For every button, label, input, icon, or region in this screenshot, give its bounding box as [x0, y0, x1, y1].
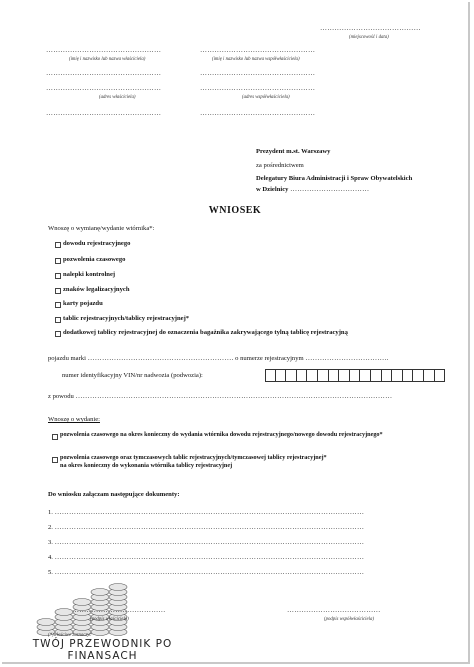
vin-char-box [360, 369, 371, 382]
owner-signature-field: ………………………………… [72, 606, 166, 614]
vin-char-box [329, 369, 340, 382]
vin-char-box [413, 369, 424, 382]
watermark-line1: TWÓJ PRZEWODNIK PO [32, 638, 173, 650]
coowner-address-caption: (adres współwłaściciela) [242, 95, 290, 100]
request-intro: Wnoszę o wymianę/wydanie wtórnika*: [48, 225, 155, 232]
owner-address-line2: ………………………………………… [46, 109, 162, 117]
coowner-extra-field: ………………………………………… [200, 69, 316, 77]
page-title: WNIOSEK [208, 205, 262, 216]
watermark-text [0, 638, 205, 662]
addressee-line2: za pośrednictwem [256, 162, 304, 169]
checkbox-option-3[interactable] [55, 273, 61, 279]
vin-char-box [297, 369, 308, 382]
checkbox-issue-1[interactable] [52, 434, 58, 440]
attachment-field: ………………………………………………………………………………………………………………… [54, 508, 365, 516]
attachment-field: ………………………………………………………………………………………………………………… [54, 538, 365, 546]
coowner-address-field: ………………………………………… [200, 84, 316, 92]
owner-name-field: ………………………………………… [46, 46, 162, 54]
attachment-number: 3. [48, 539, 53, 546]
attachment-field: ………………………………………………………………………………………………………………… [54, 523, 365, 531]
vin-label: numer identyfikacyjny VIN/nr nadwozia (podwozia): [62, 372, 203, 379]
attachment-number: 1. [48, 509, 53, 516]
checkbox-option-2[interactable] [55, 258, 61, 264]
vehicle-reg-field: …………………………….. [305, 354, 389, 362]
vin-char-box [371, 369, 382, 382]
place-date-caption: (miejscowość i data) [349, 35, 389, 40]
vehicle-make-row [48, 354, 388, 362]
vin-char-box [350, 369, 361, 382]
option-4-label: znaków legalizacyjnych [63, 286, 130, 293]
coowner-signature-caption: (podpis współwłaściciela) [324, 617, 374, 622]
checkbox-option-6[interactable] [55, 317, 61, 323]
option-3-label: nalepki kontrolnej [63, 271, 116, 278]
vin-char-box [392, 369, 403, 382]
owner-address-caption: (adres właściciela) [99, 95, 136, 100]
vin-char-box [382, 369, 393, 382]
option-2-label: pozwolenia czasowego [63, 256, 126, 263]
addressee-line4-label: w Dzielnicy [256, 186, 289, 193]
attachment-number: 4. [48, 554, 53, 561]
owner-signature-caption: (podpis właściciela) [90, 617, 129, 622]
application-form-page [2, 2, 470, 664]
coowner-signature-field: ………………………………… [287, 606, 381, 614]
owner-extra-field: ………………………………………… [46, 69, 162, 77]
vin-char-box [318, 369, 329, 382]
addressee-line1: Prezydent m.st. Warszawy [256, 148, 331, 155]
attachment-field: ………………………………………………………………………………………………………………… [54, 553, 365, 561]
reason-label: z powodu [48, 393, 74, 400]
reason-row [48, 392, 392, 400]
vin-input-boxes[interactable] [265, 369, 445, 382]
district-field: …………………………… [290, 185, 370, 193]
addressee-line4 [256, 185, 369, 193]
attachment-row-4 [48, 553, 364, 561]
attachment-row-5 [48, 568, 364, 576]
attachment-number: 2. [48, 524, 53, 531]
attachment-row-1 [48, 508, 364, 516]
option-7-label: dodatkowej tablicy rejestracyjnej do oznaczenia bagażnika zakrywającego tylną tablicę rejestracyjną [63, 329, 348, 336]
checkbox-issue-2[interactable] [52, 457, 58, 463]
vin-char-box [424, 369, 435, 382]
owner-name-caption: (imię i nazwisko lub nazwa właściciela) [69, 57, 146, 62]
addressee-line3: Delegatury Biura Administracji i Spraw Obywatelskich [256, 175, 413, 182]
attachment-row-2 [48, 523, 364, 531]
attachment-row-3 [48, 538, 364, 546]
vin-char-box [403, 369, 414, 382]
footnote: (*)właściwe zaznaczyć [48, 633, 92, 638]
vin-char-box [265, 369, 276, 382]
option-5-label: karty pojazdu [63, 300, 103, 307]
vin-char-box [339, 369, 350, 382]
checkbox-option-5[interactable] [55, 302, 61, 308]
checkbox-option-4[interactable] [55, 288, 61, 294]
owner-address-field: ………………………………………… [46, 84, 162, 92]
reason-field: …………………………………………………………………………………………………………………… [75, 392, 393, 400]
attachment-field: ………………………………………………………………………………………………………………… [54, 568, 365, 576]
issue-intro: Wnoszę o wydanie: [48, 416, 100, 423]
vehicle-make-field: ……………………………………………………. [87, 354, 234, 362]
option-6-label: tablic rejestracyjnych/tablicy rejestracyjnej* [63, 315, 190, 322]
attachments-intro: Do wniosku załączam następujące dokumenty: [48, 491, 180, 498]
issue-option-1: pozwolenia czasowego na okres konieczny do wydania wtórnika dowodu rejestracyjnego/nowego dowodu rejestracyjnego* [60, 431, 383, 438]
vehicle-make-label: pojazdu marki [48, 355, 86, 362]
option-1-label: dowodu rejestracyjnego [63, 240, 131, 247]
vin-char-box [286, 369, 297, 382]
coowner-address-line2: ………………………………………… [200, 109, 316, 117]
issue-option-2-line2: na okres konieczny do wykonania wtórnika tablicy rejestracyjnej [60, 462, 233, 469]
issue-option-2-line1: pozwolenia czasowego oraz tymczasowych tablic rejestracyjnych/tymczasowej tablicy rejestracyjnej* [60, 454, 327, 461]
checkbox-option-1[interactable] [55, 242, 61, 248]
attachment-number: 5. [48, 569, 53, 576]
coowner-name-caption: (imię i nazwisko lub nazwa współwłaściciela) [212, 57, 300, 62]
vin-char-box [435, 369, 446, 382]
checkbox-option-7[interactable] [55, 331, 61, 337]
place-date-field: …………………………………… [320, 24, 421, 32]
vin-char-box [307, 369, 318, 382]
coowner-name-field: ………………………………………… [200, 46, 316, 54]
watermark-line2: FINANSACH [67, 650, 138, 662]
vehicle-reg-label: o numerze rejestracyjnym [235, 355, 304, 362]
vin-char-box [276, 369, 287, 382]
